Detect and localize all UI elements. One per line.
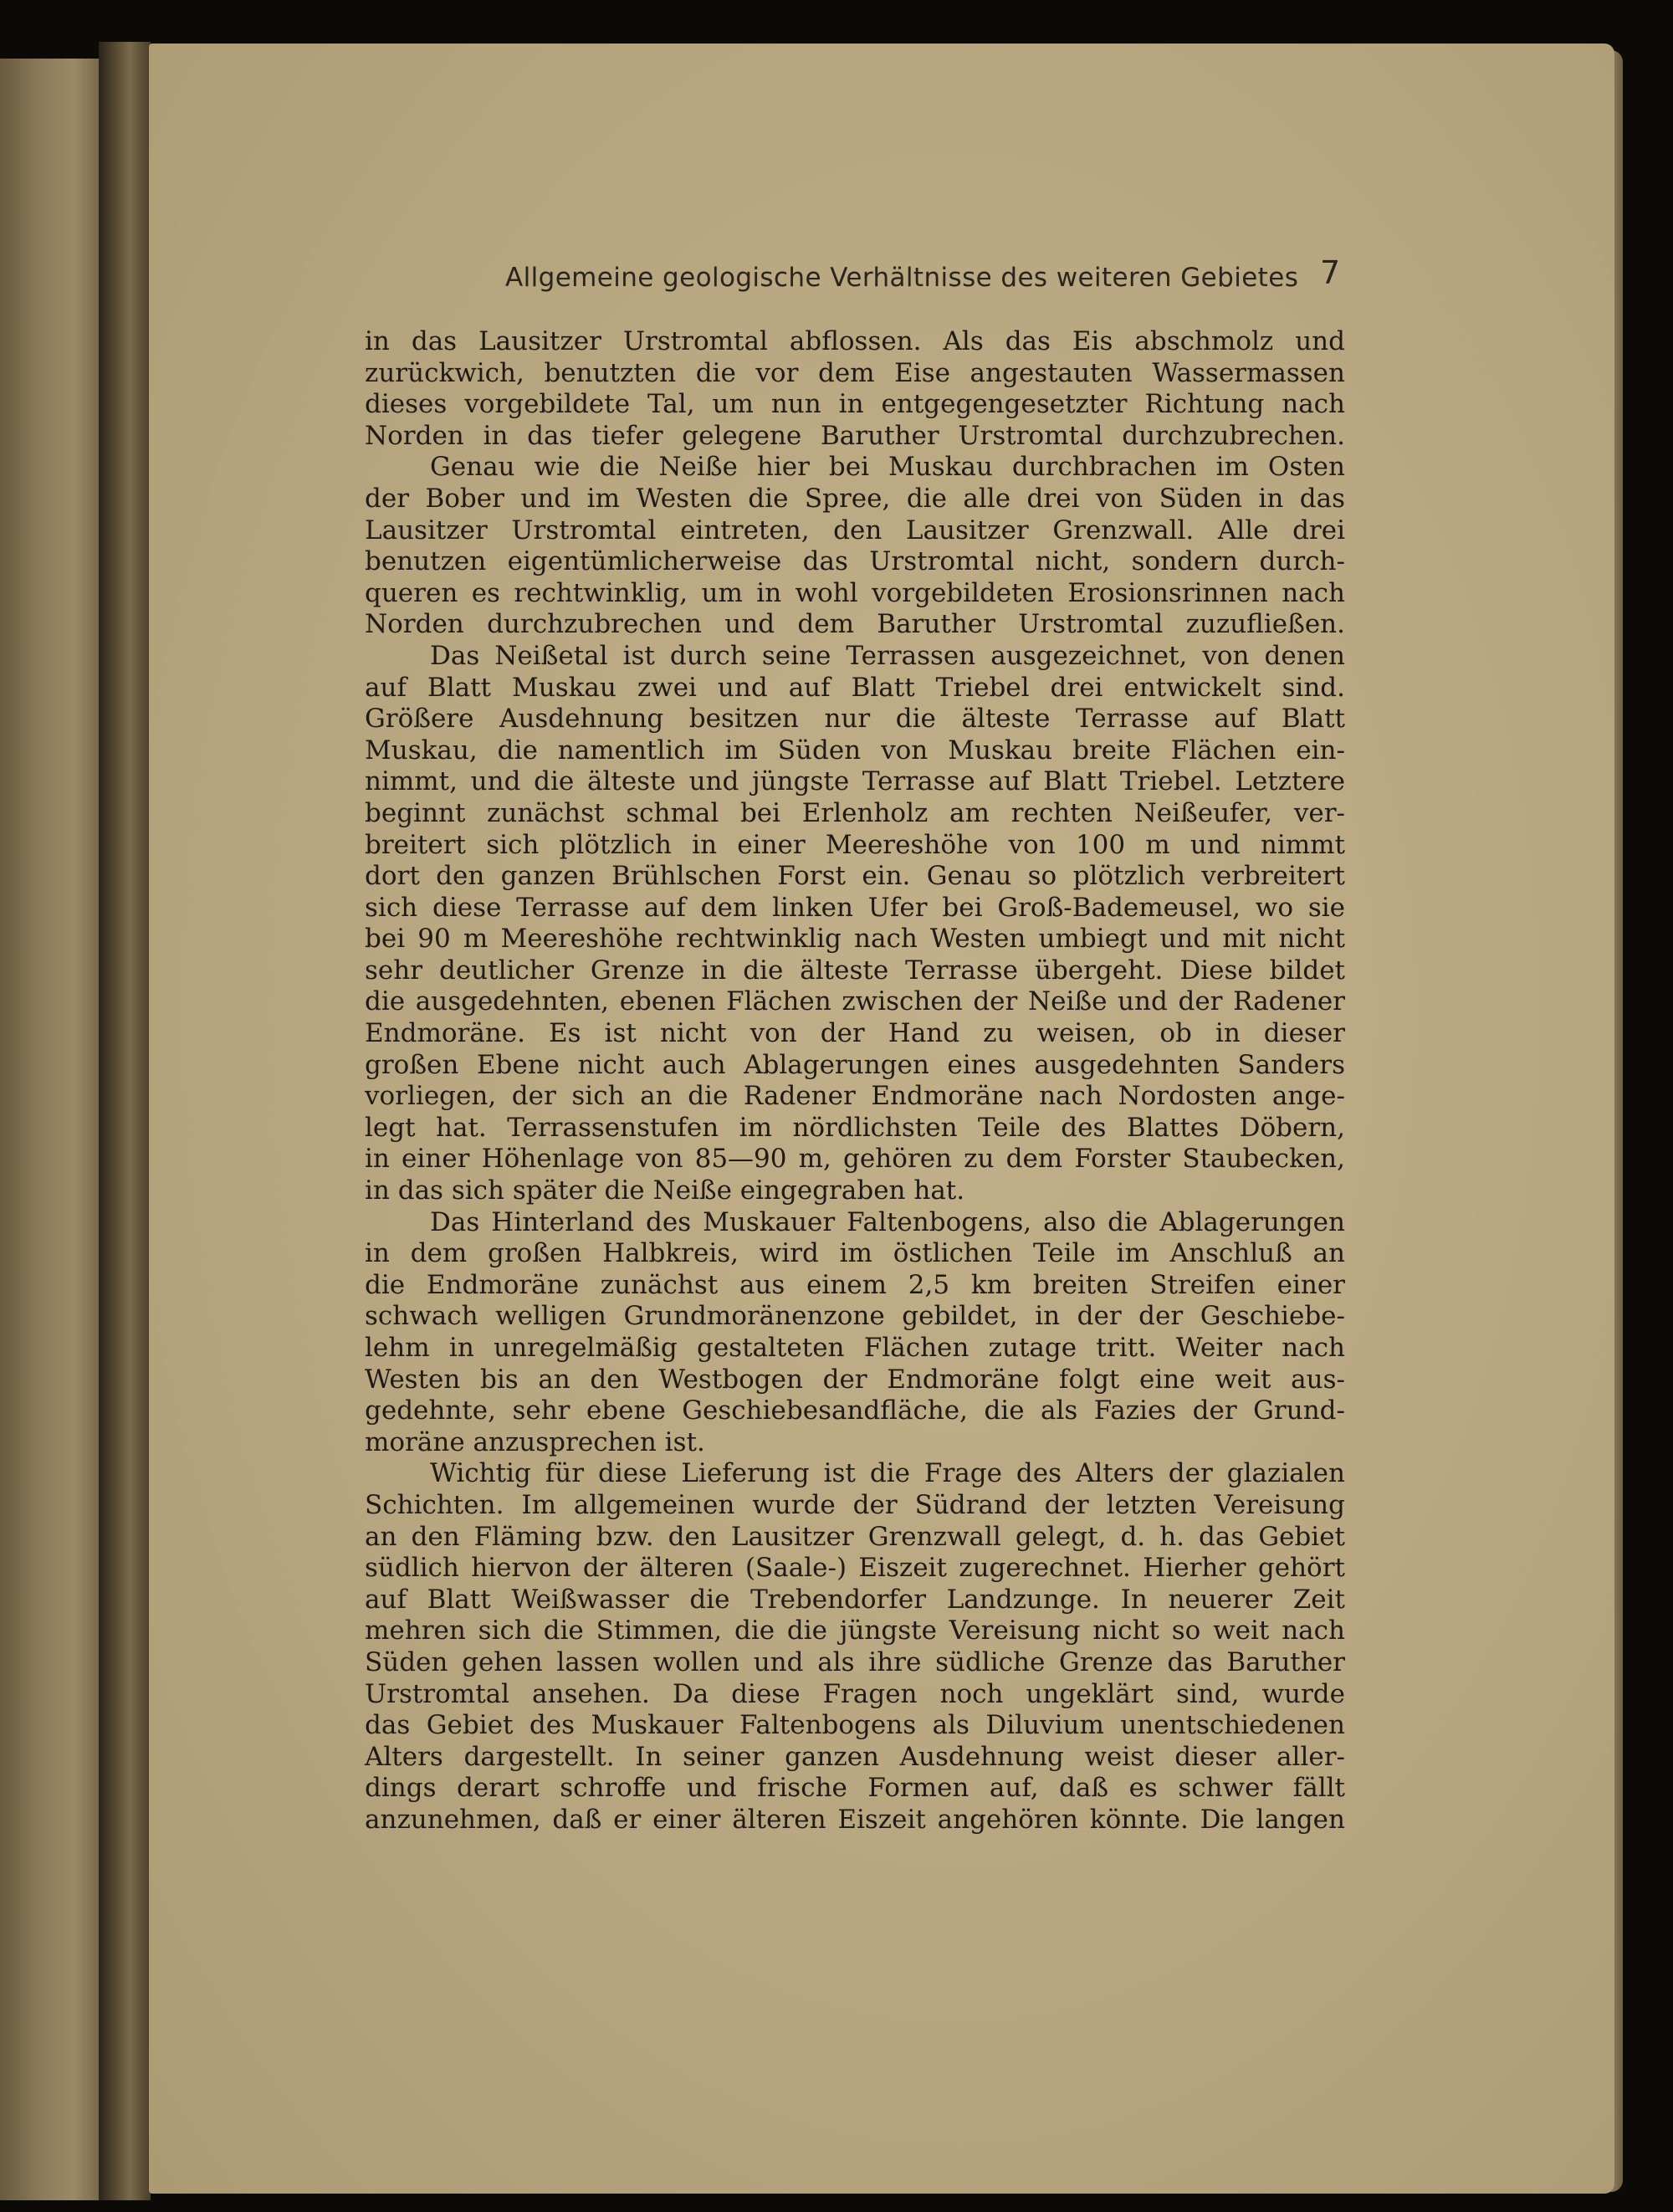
text-line: Urstromtal ansehen. Da diese Fragen noch ungeklärt sind, wurde	[365, 1678, 1345, 1709]
page-number: 7	[1320, 254, 1341, 291]
facing-page-edge	[0, 59, 99, 2200]
running-title: Allgemeine geologische Verhältnisse des weiteren Gebietes	[505, 263, 1299, 293]
text-line: Größere Ausdehnung besitzen nur die älteste Terrasse auf Blatt	[365, 704, 1345, 735]
text-line: sehr deutlicher Grenze in die älteste Terrasse übergeht. Diese bildet	[365, 955, 1345, 986]
text-line: zurückwich, benutzten die vor dem Eise angestauten Wassermassen	[365, 357, 1345, 388]
text-line: Endmoräne. Es ist nicht von der Hand zu weisen, ob in dieser	[365, 1018, 1345, 1049]
text-line: auf Blatt Weißwasser die Trebendorfer Landzunge. In neuerer Zeit	[365, 1584, 1345, 1615]
book-gutter	[99, 42, 151, 2200]
text-line: das Gebiet des Muskauer Faltenbogens als Diluvium unentschiedenen	[365, 1710, 1345, 1741]
text-line: legt hat. Terrassenstufen im nördlichsten Teile des Blattes Döbern,	[365, 1112, 1345, 1143]
text-line: sich diese Terrasse auf dem linken Ufer bei Groß-Bademeusel, wo sie	[365, 892, 1345, 923]
text-line: Norden in das tiefer gelegene Baruther Urstromtal durchzubrechen.	[365, 420, 1345, 451]
text-line: benutzen eigentümlicherweise das Urstromtal nicht, sondern durch-	[365, 546, 1345, 577]
text-line: dings derart schroffe und frische Formen auf, daß es schwer fällt	[365, 1773, 1345, 1804]
text-line: Norden durchzubrechen und dem Baruther Urstromtal zuzufließen.	[365, 609, 1345, 640]
text-line: großen Ebene nicht auch Ablagerungen eines ausgedehnten Sanders	[365, 1049, 1345, 1080]
text-line: in das sich später die Neiße eingegraben hat.	[365, 1175, 965, 1206]
text-line: Westen bis an den Westbogen der Endmoräne folgt eine weit aus-	[365, 1364, 1345, 1395]
text-line: Alters dargestellt. In seiner ganzen Ausdehnung weist dieser aller-	[365, 1741, 1345, 1772]
paragraph	[365, 452, 1345, 641]
text-line: dieses vorgebildete Tal, um nun in entgegengesetzter Richtung nach	[365, 389, 1345, 420]
text-line: Das Hinterland des Muskauer Faltenbogens, also die Ablagerungen	[430, 1206, 1345, 1237]
text-line: mehren sich die Stimmen, die die jüngste Vereisung nicht so weit nach	[365, 1615, 1345, 1646]
text-line: Süden gehen lassen wollen und als ihre südliche Grenze das Baruther	[365, 1646, 1345, 1677]
paragraph	[365, 326, 1345, 452]
body-text	[365, 326, 1345, 1836]
text-line: an den Fläming bzw. den Lausitzer Grenzwall gelegt, d. h. das Gebiet	[365, 1521, 1345, 1552]
text-line: dort den ganzen Brühlschen Forst ein. Genau so plötzlich verbreitert	[365, 861, 1345, 892]
paragraph	[365, 1458, 1345, 1836]
text-line: Muskau, die namentlich im Süden von Muskau breite Flächen ein-	[365, 735, 1345, 765]
paragraph	[365, 641, 1345, 1207]
text-line: gedehnte, sehr ebene Geschiebesandfläche, die als Fazies der Grund-	[365, 1395, 1345, 1426]
text-line: Das Neißetal ist durch seine Terrassen ausgezeichnet, von denen	[430, 640, 1345, 671]
text-line: moräne anzusprechen ist.	[365, 1426, 705, 1457]
text-line: Wichtig für diese Lieferung ist die Frage des Alters der glazialen	[430, 1458, 1345, 1489]
text-line: vorliegen, der sich an die Radener Endmoräne nach Nordosten ange-	[365, 1081, 1345, 1112]
text-line: auf Blatt Muskau zwei und auf Blatt Triebel drei entwickelt sind.	[365, 672, 1345, 703]
text-line: in einer Höhenlage von 85—90 m, gehören zu dem Forster Staubecken,	[365, 1144, 1345, 1175]
text-line: in das Lausitzer Urstromtal abflossen. Als das Eis abschmolz und	[365, 326, 1345, 356]
text-line: südlich hiervon der älteren (Saale-) Eiszeit zugerechnet. Hierher gehört	[365, 1553, 1345, 1584]
text-line: in dem großen Halbkreis, wird im östlichen Teile im Anschluß an	[365, 1238, 1345, 1269]
text-line: anzunehmen, daß er einer älteren Eiszeit angehören könnte. Die langen	[365, 1804, 1345, 1835]
text-line: der Bober und im Westen die Spree, die alle drei von Süden in das	[365, 483, 1345, 514]
text-line: bei 90 m Meereshöhe rechtwinklig nach Westen umbiegt und mit nicht	[365, 924, 1345, 955]
text-line: Lausitzer Urstromtal eintreten, den Lausitzer Grenzwall. Alle drei	[365, 515, 1345, 545]
text-line: die ausgedehnten, ebenen Flächen zwischen der Neiße und der Radener	[365, 986, 1345, 1017]
text-line: Genau wie die Neiße hier bei Muskau durchbrachen im Osten	[430, 452, 1345, 483]
text-line: die Endmoräne zunächst aus einem 2,5 km breiten Streifen einer	[365, 1269, 1345, 1300]
text-line: breitert sich plötzlich in einer Meereshöhe von 100 m und nimmt	[365, 829, 1345, 860]
paragraph	[365, 1207, 1345, 1459]
text-line: schwach welligen Grundmoränenzone gebildet, in der der Geschiebe-	[365, 1301, 1345, 1332]
text-line: beginnt zunächst schmal bei Erlenholz am rechten Neißeufer, ver-	[365, 797, 1345, 828]
page-header	[0, 254, 1673, 313]
text-line: lehm in unregelmäßig gestalteten Flächen zutage tritt. Weiter nach	[365, 1333, 1345, 1363]
text-line: queren es rechtwinklig, um in wohl vorgebildeten Erosionsrinnen nach	[365, 577, 1345, 608]
text-line: Schichten. Im allgemeinen wurde der Südrand der letzten Vereisung	[365, 1489, 1345, 1520]
text-line: nimmt, und die älteste und jüngste Terrasse auf Blatt Triebel. Letztere	[365, 766, 1345, 797]
